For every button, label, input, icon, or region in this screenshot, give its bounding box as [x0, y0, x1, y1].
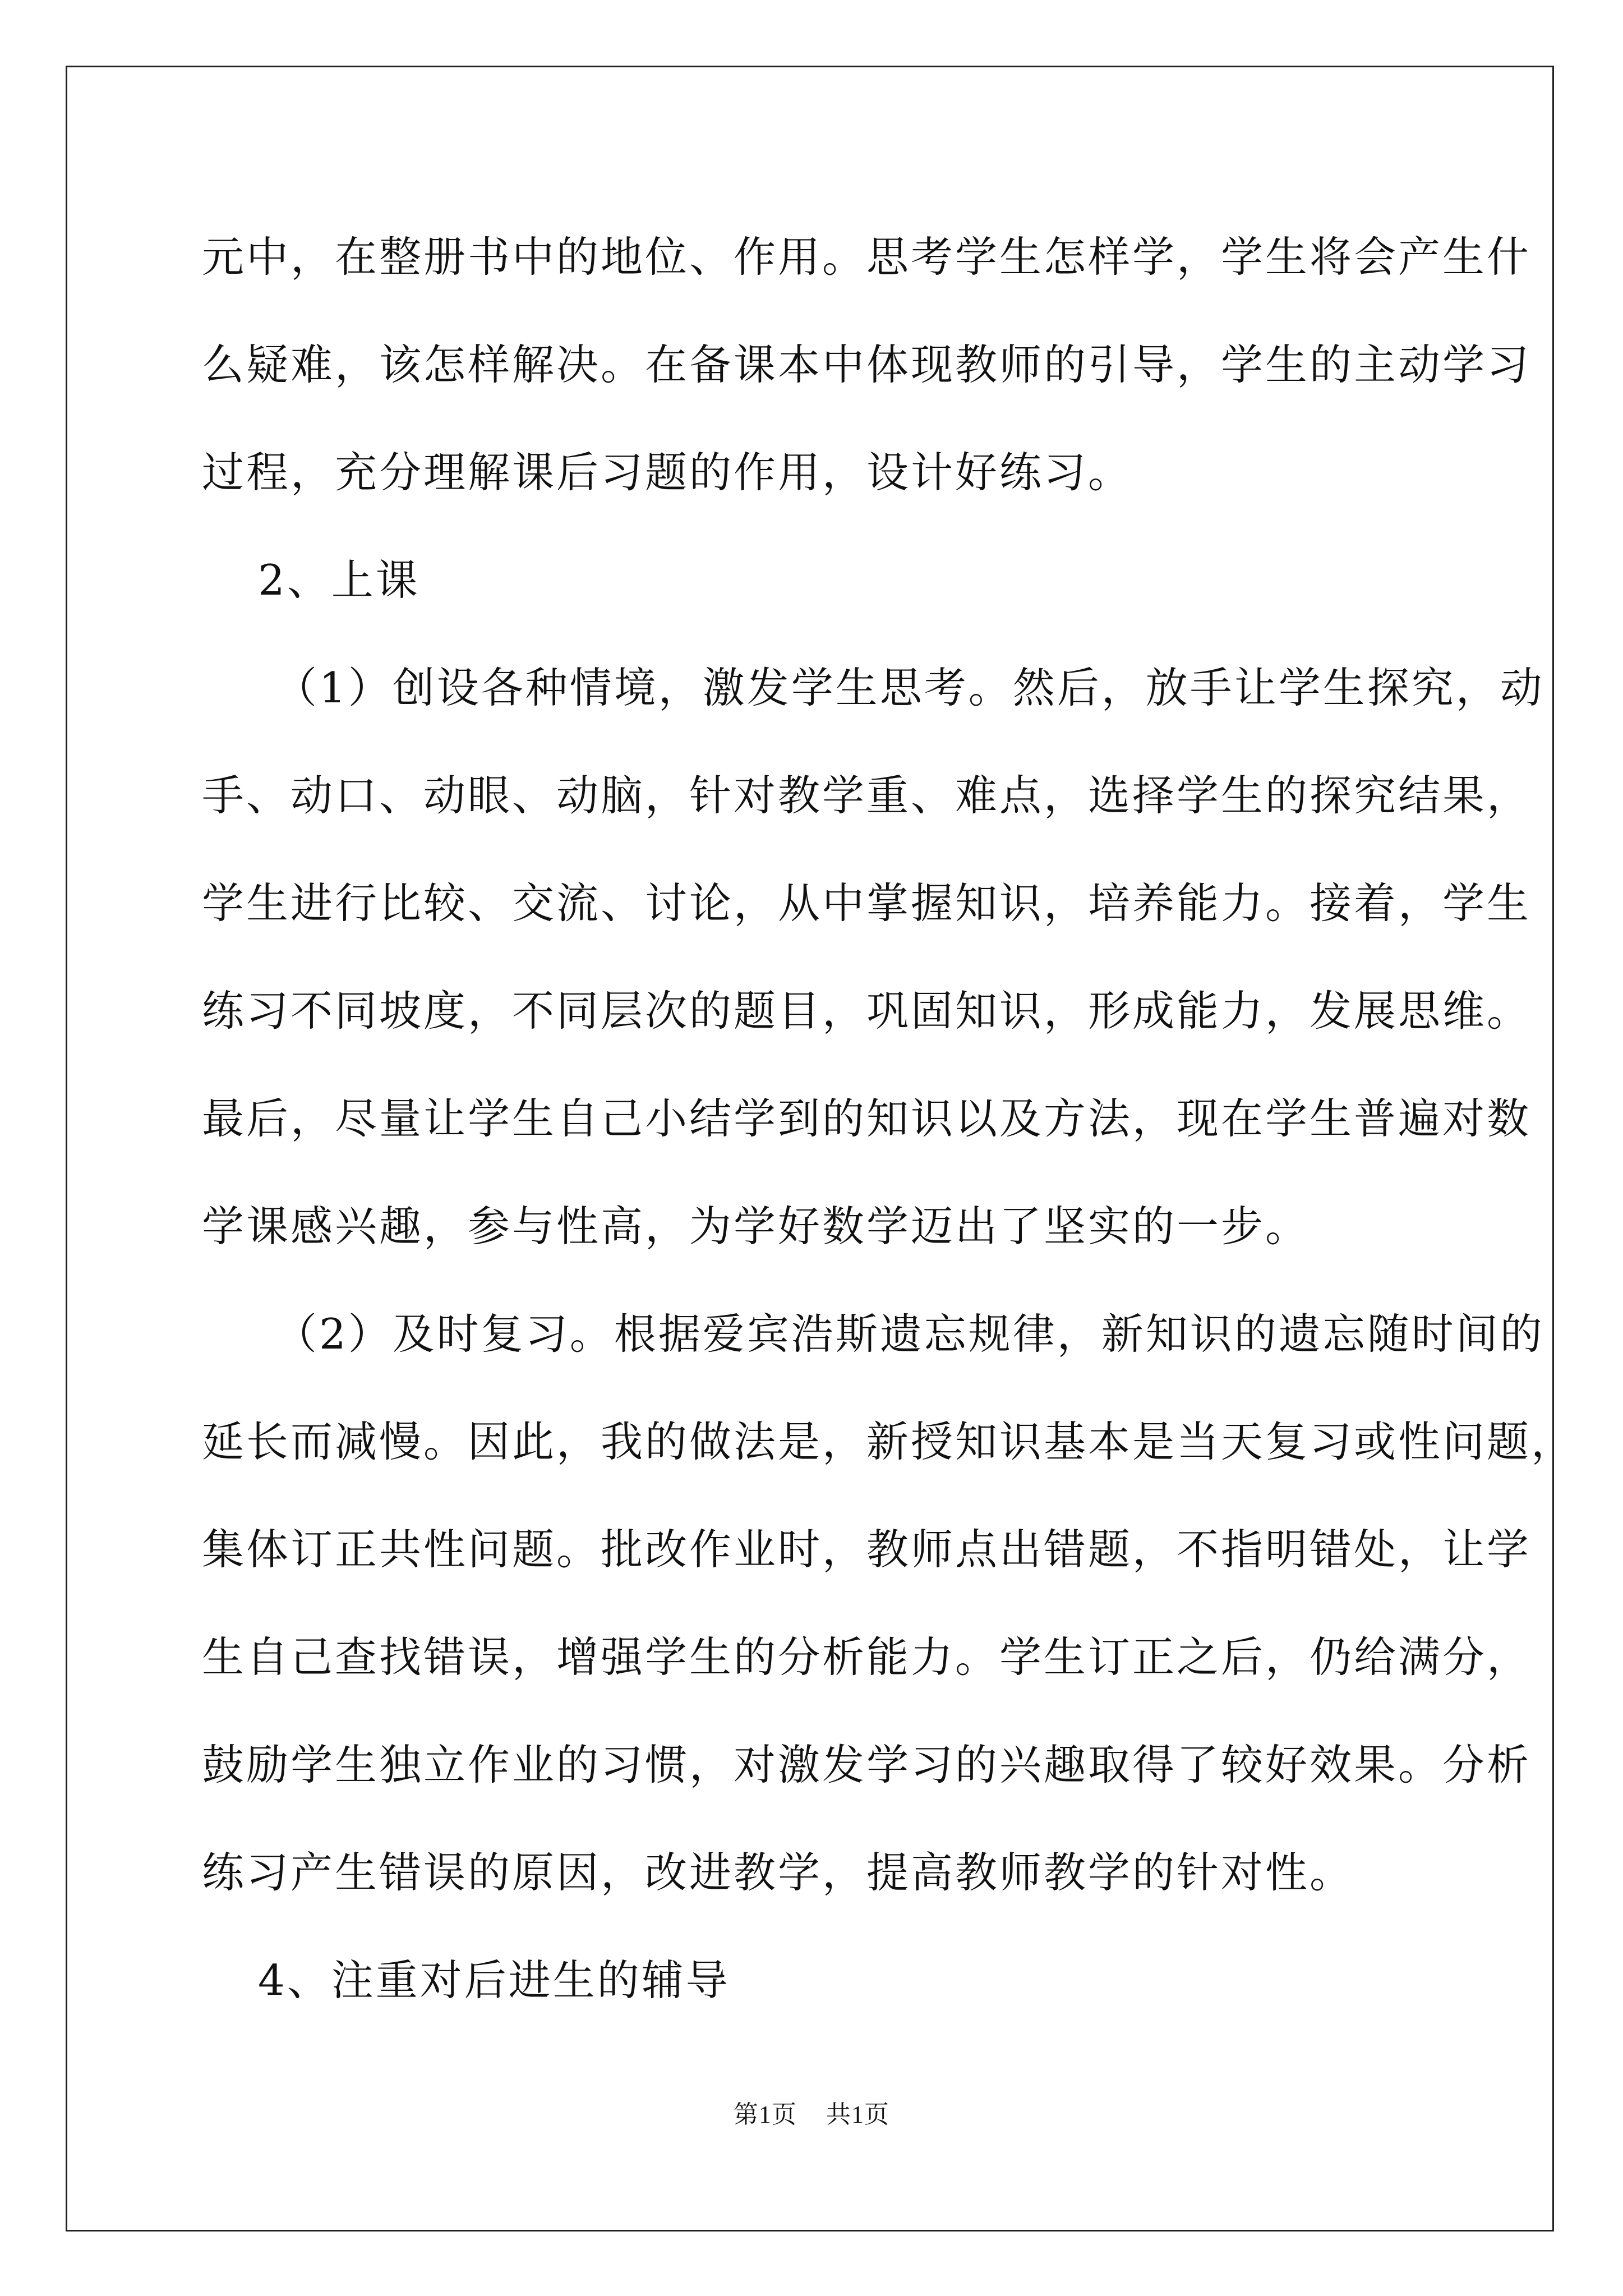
section-heading: 2、上课 [258, 555, 420, 605]
text-line: 鼓励学生独立作业的习惯，对激发学习的兴趣取得了较好效果。分析 [202, 1740, 1532, 1789]
text-line: 延长而减慢。因此，我的做法是，新授知识基本是当天复习或性问题， [202, 1417, 1576, 1466]
text-line: 元中，在整册书中的地位、作用。思考学生怎样学，学生将会产生什 [202, 232, 1532, 282]
text-line: 练习产生错误的原因，改进教学，提高教师教学的针对性。 [202, 1848, 1354, 1897]
text-line: 过程，充分理解课后习题的作用，设计好练习。 [202, 448, 1133, 497]
section-heading: 4、注重对后进生的辅导 [258, 1955, 730, 2005]
text-line: 练习不同坡度，不同层次的题目，巩固知识，形成能力，发展思维。 [202, 986, 1532, 1036]
text-line: 集体订正共性问题。批改作业时，教师点出错题，不指明错处，让学 [202, 1525, 1532, 1574]
text-line: 手、动口、动眼、动脑，针对教学重、难点，选择学生的探究结果， [202, 771, 1532, 820]
text-line: 学生进行比较、交流、讨论，从中掌握知识，培养能力。接着，学生 [202, 878, 1532, 928]
text-line: 最后，尽量让学生自己小结学到的知识以及方法，现在学生普遍对数 [202, 1094, 1532, 1143]
text-line: （2）及时复习。根据爱宾浩斯遗忘规律，新知识的遗忘随时间的 [275, 1309, 1544, 1359]
text-line: 么疑难，该怎样解决。在备课本中体现教师的引导，学生的主动学习 [202, 340, 1532, 389]
text-line: 生自己查找错误，增强学生的分析能力。学生订正之后，仍给满分， [202, 1632, 1532, 1682]
page-footer [0, 2094, 1623, 2130]
page-number: 第1页 [734, 2101, 797, 2128]
text-line: 学课感兴趣，参与性高，为学好数学迈出了坚实的一步。 [202, 1202, 1310, 1251]
document-body [202, 203, 1576, 2034]
total-pages: 共1页 [826, 2101, 889, 2128]
text-line: （1）创设各种情境，激发学生思考。然后，放手让学生探究，动 [275, 663, 1544, 712]
